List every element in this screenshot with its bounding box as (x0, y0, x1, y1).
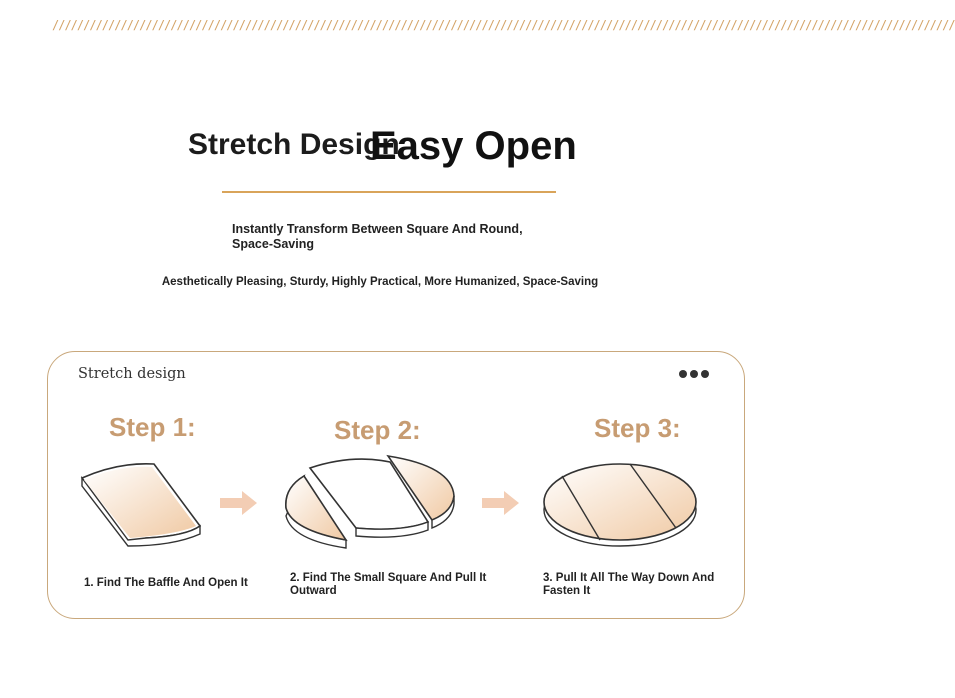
step-3-caption: 3. Pull It All The Way Down And Fasten It (543, 572, 715, 597)
title-easy-open: Easy Open (370, 124, 577, 168)
round-board-icon (542, 458, 698, 550)
step-2-title: Step 2: (334, 415, 421, 445)
stretch-design-panel (47, 351, 745, 619)
step-3-title: Step 3: (594, 413, 681, 443)
split-board-icon (282, 456, 462, 552)
more-dots-icon[interactable] (678, 369, 710, 379)
subtitle: Instantly Transform Between Square And Round, Space-Saving (232, 222, 523, 251)
title-stretch-design: Stretch Design (188, 128, 400, 161)
step-1-caption: 1. Find The Baffle And Open It (84, 577, 248, 589)
panel-title: Stretch design (78, 366, 186, 382)
half-board-icon (78, 460, 204, 550)
arrow-right-icon (220, 490, 258, 516)
tagline: Aesthetically Pleasing, Sturdy, Highly Practical, More Humanized, Space-Saving (161, 276, 599, 288)
title-underline (222, 191, 556, 193)
step-1-title: Step 1: (109, 412, 196, 442)
arrow-right-icon (482, 490, 520, 516)
step-2-caption: 2. Find The Small Square And Pull It Outward (290, 572, 487, 597)
page-title (180, 118, 610, 180)
decorative-hatch-line: ///////////////////////////////////////////////////////////////////////////////////////////////////////////////////////////////////////////////// (52, 18, 955, 32)
